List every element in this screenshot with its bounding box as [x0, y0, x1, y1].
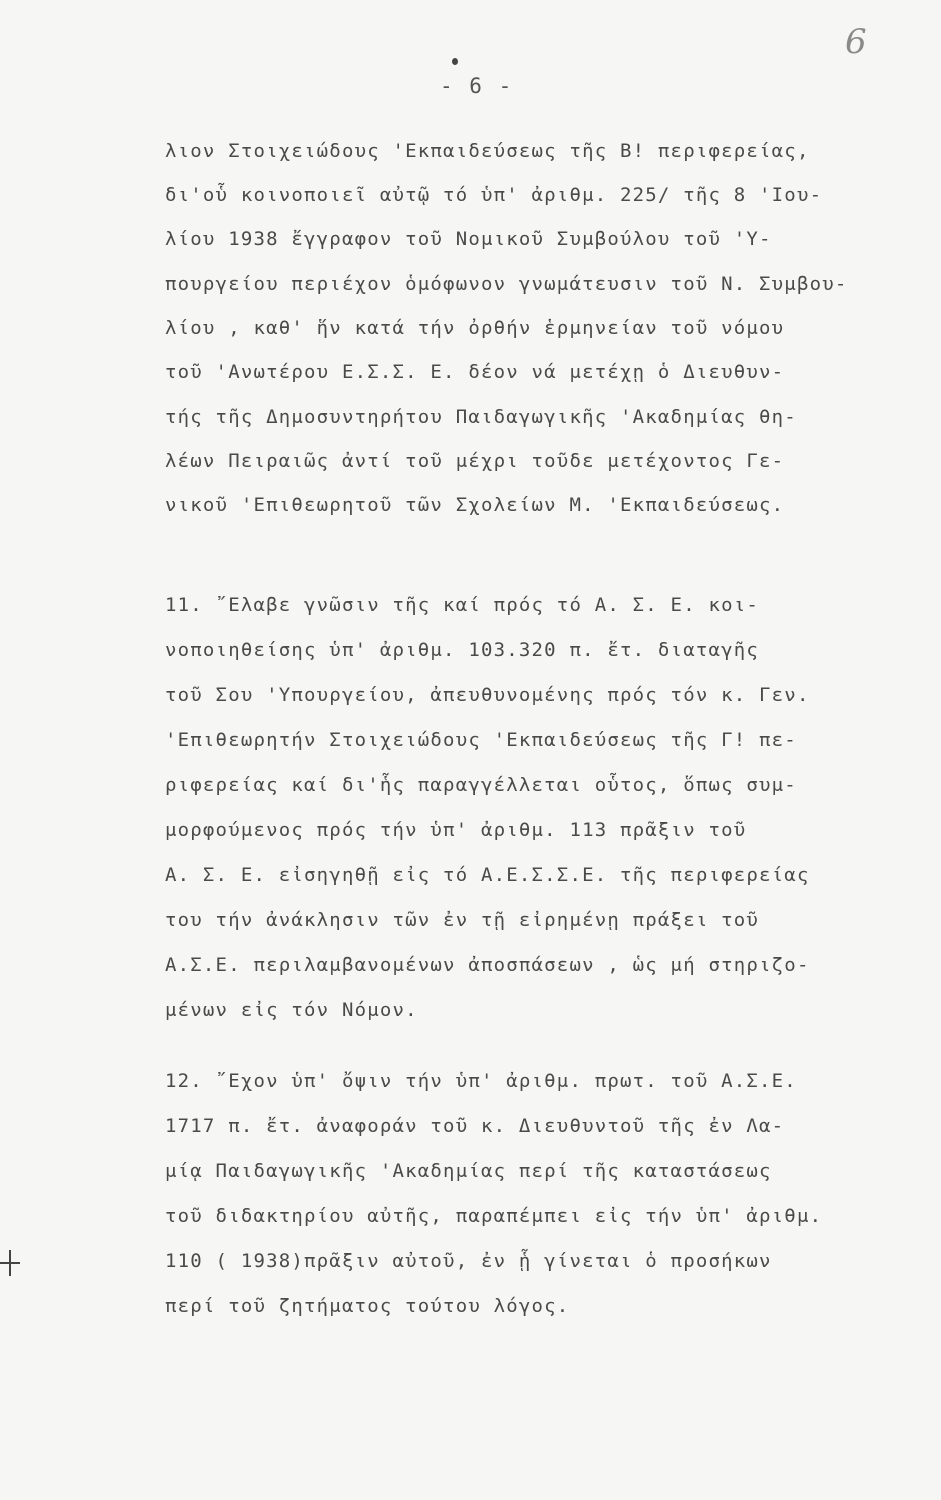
margin-mark — [9, 1250, 11, 1276]
ink-dot — [452, 58, 458, 65]
text-line: πουργείου περιέχον ὁμόφωνον γνωμάτευσιν τοῦ Ν. Συμβου- — [165, 273, 848, 295]
text-line: Α. Σ. Ε. εἰσηγηθῇ εἰς τό Α.Ε.Σ.Σ.Ε. τῆς περιφερείας — [165, 864, 810, 886]
text-line: 12. ῎Εχον ὑπ' ὄψιν τήν ὑπ' ἀριθμ. πρωτ. τοῦ Α.Σ.Ε. — [165, 1070, 797, 1092]
typed-page-number: - 6 - — [440, 74, 514, 98]
text-line: τοῦ 'Ανωτέρου Ε.Σ.Σ. Ε. δέον νά μετέχῃ ὁ Διευθυν- — [165, 361, 785, 383]
text-line: 1717 π. ἔτ. ἀναφοράν τοῦ κ. Διευθυντοῦ τῆς ἐν Λα- — [165, 1115, 785, 1137]
text-line: 'Επιθεωρητήν Στοιχειώδους 'Εκπαιδεύσεως τῆς Γ! πε- — [165, 729, 797, 751]
text-line: τοῦ διδακτηρίου αὐτῆς, παραπέμπει εἰς τήν ὑπ' ἀριθμ. — [165, 1205, 823, 1227]
text-line: τής τῆς Δημοσυντηρήτου Παιδαγωγικῆς 'Ακαδημίας θη- — [165, 406, 797, 428]
text-line: περί τοῦ ζητήματος τούτου λόγος. — [165, 1295, 570, 1317]
text-line: του τήν ἀνάκλησιν τῶν ἐν τῇ εἰρημένῃ πράξει τοῦ — [165, 909, 760, 931]
text-line: ριφερείας καί δι'ἧς παραγγέλλεται οὗτος, ὅπως συμ- — [165, 774, 797, 796]
text-line: λίου , καθ' ἥν κατά τήν ὀρθήν ἑρμηνείαν τοῦ νόμου — [165, 317, 785, 339]
text-line: 110 ( 1938)πρᾶξιν αὐτοῦ, ἐν ᾗ γίνεται ὁ προσήκων — [165, 1250, 772, 1272]
text-line: λίου 1938 ἔγγραφον τοῦ Νομικοῦ Συμβούλου τοῦ 'Υ- — [165, 228, 772, 250]
text-line: λέων Πειραιῶς ἀντί τοῦ μέχρι τοῦδε μετέχοντος Γε- — [165, 450, 785, 472]
text-line: νοποιηθείσης ὑπ' ἀριθμ. 103.320 π. ἔτ. διαταγῆς — [165, 639, 760, 661]
text-line: μένων εἰς τόν Νόμον. — [165, 999, 418, 1021]
text-line: 11. ῎Ελαβε γνῶσιν τῆς καί πρός τό Α. Σ. Ε. κοι- — [165, 594, 760, 616]
text-line: δι'οὗ κοινοποιεῖ αὐτῷ τό ὑπ' ἀριθμ. 225/ τῆς 8 'Ιου- — [165, 184, 823, 206]
text-line: λιον Στοιχειώδους 'Εκπαιδεύσεως τῆς Β! περιφερείας, — [165, 140, 810, 162]
text-line: μορφούμενος πρός τήν ὑπ' ἀριθμ. 113 πρᾶξιν τοῦ — [165, 819, 747, 841]
text-line: μίᾳ Παιδαγωγικῆς 'Ακαδημίας περί τῆς καταστάσεως — [165, 1160, 772, 1182]
handwritten-page-number: 6 — [845, 22, 867, 62]
text-line: νικοῦ 'Επιθεωρητοῦ τῶν Σχολείων Μ. 'Εκπαιδεύσεως. — [165, 494, 785, 516]
text-line: τοῦ Σου 'Υπουργείου, ἀπευθυνομένης πρός τόν κ. Γεν. — [165, 684, 810, 706]
text-line: Α.Σ.Ε. περιλαμβανομένων ἀποσπάσεων , ὡς μή στηριζο- — [165, 954, 810, 976]
